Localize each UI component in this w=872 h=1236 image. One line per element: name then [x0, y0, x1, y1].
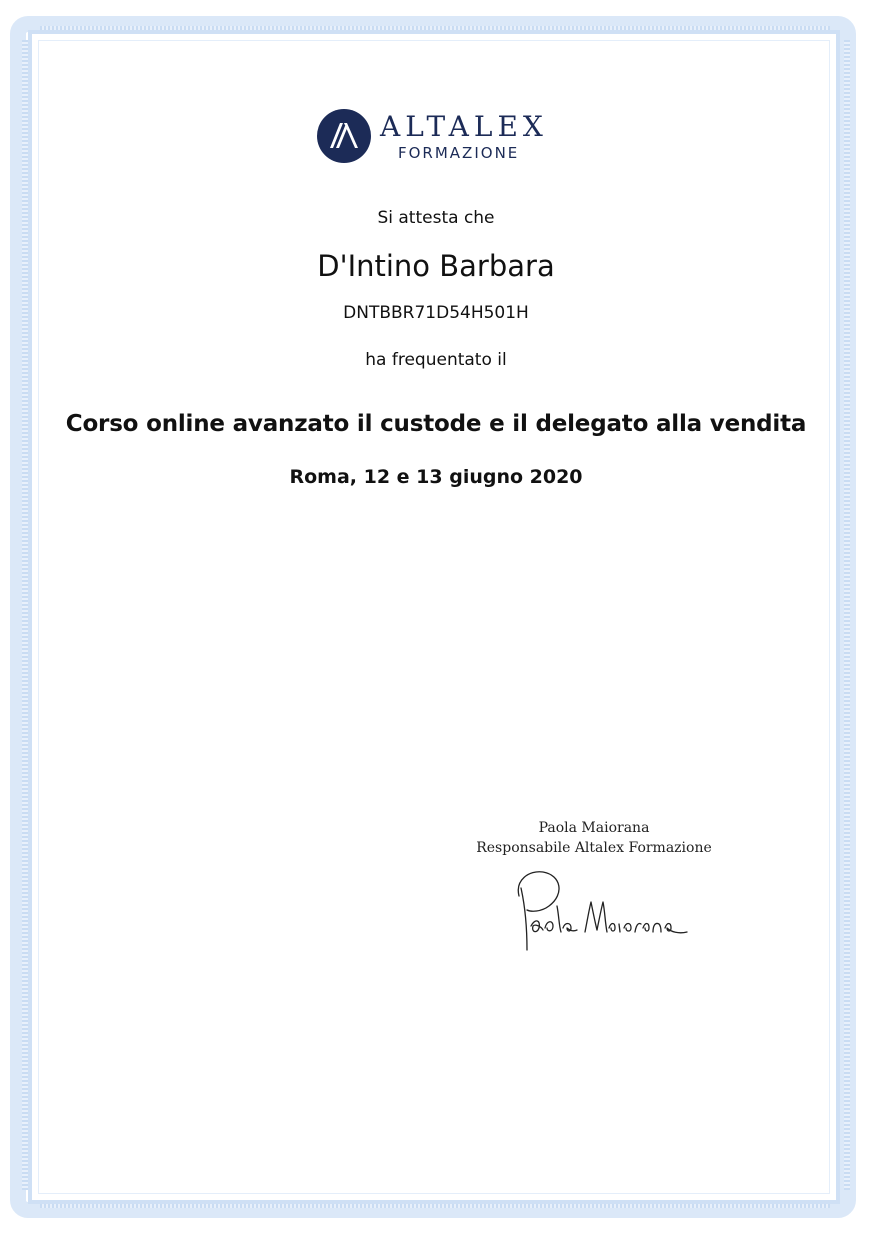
handwritten-signature — [505, 866, 695, 956]
fiscal-code: DNTBBR71D54H501H — [343, 303, 529, 323]
logo-brand-name: ALTALEX — [380, 110, 548, 143]
course-title: Corso online avanzato il custode e il delegato alla vendita — [65, 411, 807, 437]
attended-text: ha frequentato il — [365, 350, 507, 370]
signatory-name: Paola Maiorana — [538, 820, 650, 836]
altalex-logo — [316, 108, 556, 166]
signatory-role: Responsabile Altalex Formazione — [476, 840, 712, 856]
place-date: Roma, 12 e 13 giugno 2020 — [289, 466, 583, 488]
recipient-name: D'Intino Barbara — [317, 249, 555, 283]
logo-subtitle: FORMAZIONE — [398, 144, 520, 162]
altalex-logo-mark-icon — [316, 108, 372, 164]
attest-intro: Si attesta che — [377, 208, 495, 228]
